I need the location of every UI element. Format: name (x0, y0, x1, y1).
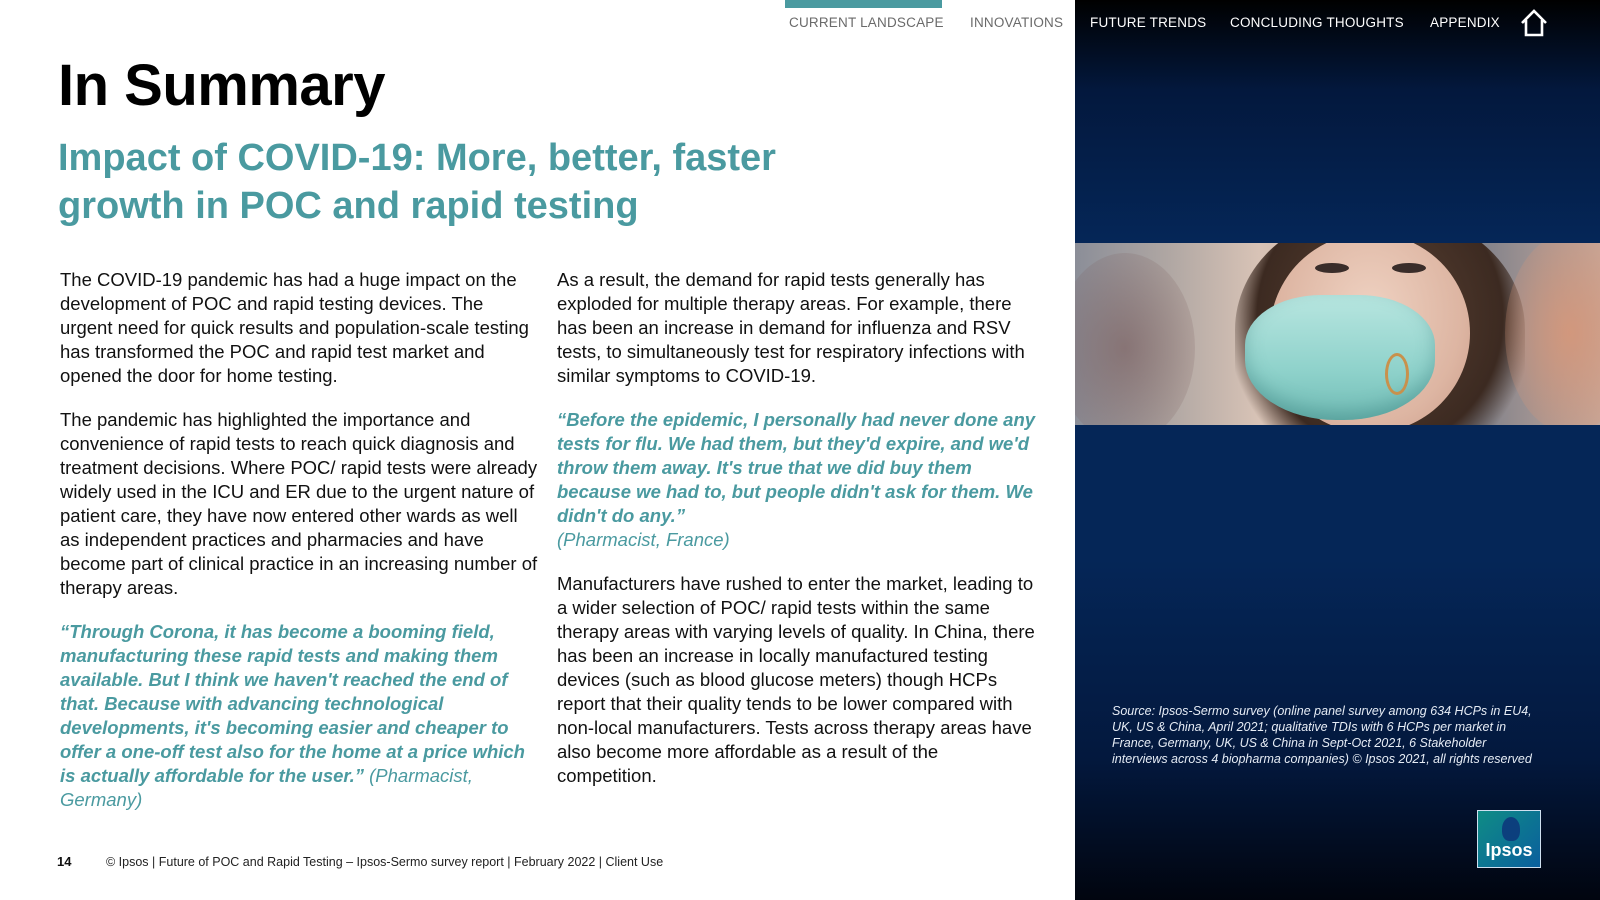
body-paragraph: The COVID-19 pandemic has had a huge impact on the development of POC and rapid testing devices. The urgent need for quick results and population-scale testing has transformed the POC and rapid test market and opened the door for home testing. (60, 269, 529, 386)
nav-current-landscape[interactable]: CURRENT LANDSCAPE (789, 15, 944, 30)
nav-innovations[interactable]: INNOVATIONS (970, 15, 1064, 30)
page-title: In Summary (58, 53, 385, 118)
left-column (60, 268, 540, 832)
pharmacist-quote (60, 620, 540, 812)
photo-background-person (1075, 253, 1195, 425)
body-paragraph: Manufacturers have rushed to enter the market, leading to a wider selection of POC/ rapid tests within the same therapy areas with varying levels of quality. In China, there has been an increase in locally manufactured testing devices (such as blood glucose meters) though HCPs report that their quality tends to be lower compared with non-local manufacturers. Tests across therapy areas have also become more affordable as a result of the competition. (557, 573, 1035, 786)
face-mask (1245, 295, 1435, 420)
body-paragraph: The pandemic has highlighted the importance and convenience of rapid tests to reach quick diagnosis and treatment decisions. Where POC/ rapid tests were already widely used in the ICU and ER due to the urgent nature of patient care, they have now entered other wards as well as independent practices and pharmacies and have become part of clinical practice in an increasing number of therapy areas. (60, 409, 538, 598)
page-number: 14 (57, 854, 72, 869)
quote-text: “Through Corona, it has become a booming field, manufacturing these rapid tests and making them available. But I think we haven't reached the end of that. Because with advancing technological developments, it's becoming easier and cheaper to offer a one-off test also for the home at a price which is actually affordable for the user.” (60, 621, 525, 786)
top-navigation (0, 0, 1600, 44)
page-subtitle: Impact of COVID-19: More, better, faster growth in POC and rapid testing (58, 137, 776, 227)
pharmacist-quote (557, 408, 1037, 552)
quote-attribution: (Pharmacist, France) (557, 529, 730, 550)
body-paragraph: As a result, the demand for rapid tests generally has exploded for multiple therapy areas. For example, there has been an increase in demand for influenza and RSV tests, to simultaneously test for respiratory infections with similar symptoms to COVID-19. (557, 269, 1025, 386)
photo-eye (1392, 263, 1426, 273)
photo-earring (1385, 353, 1409, 395)
nav-active-indicator (785, 0, 942, 8)
ipsos-logo-text: Ipsos (1485, 840, 1533, 860)
right-column (557, 268, 1037, 808)
quote-attribution: (Pharmacist, Germany) (60, 765, 473, 810)
photo-eye (1315, 263, 1349, 273)
source-note: Source: Ipsos-Sermo survey (online panel survey among 634 HCPs in EU4, UK, US & China, April 2021; qualitative TDIs with 6 HCPs per market in France, Germany, UK, US & China in Sept-Oct 2021, 6 Stakeholder interviews across 4 biopharma companies) © Ipsos 2021, all rights reserved (1112, 704, 1532, 766)
footer-text: © Ipsos | Future of POC and Rapid Testing – Ipsos-Sermo survey report | February 2022 | Client Use (106, 855, 664, 869)
ipsos-logo (1477, 810, 1541, 868)
ipsos-logo-mark (1502, 817, 1520, 841)
nav-concluding-thoughts[interactable]: CONCLUDING THOUGHTS (1230, 15, 1404, 30)
quote-text: “Before the epidemic, I personally had never done any tests for flu. We had them, but they'd expire, and we'd throw them away. It's true that we did buy them because we had to, but people didn't ask for them. We didn't do any.” (557, 409, 1036, 526)
masked-woman-photo (1075, 243, 1600, 425)
home-icon[interactable] (1519, 8, 1549, 38)
nav-future-trends[interactable]: FUTURE TRENDS (1090, 15, 1207, 30)
nav-appendix[interactable]: APPENDIX (1430, 15, 1500, 30)
